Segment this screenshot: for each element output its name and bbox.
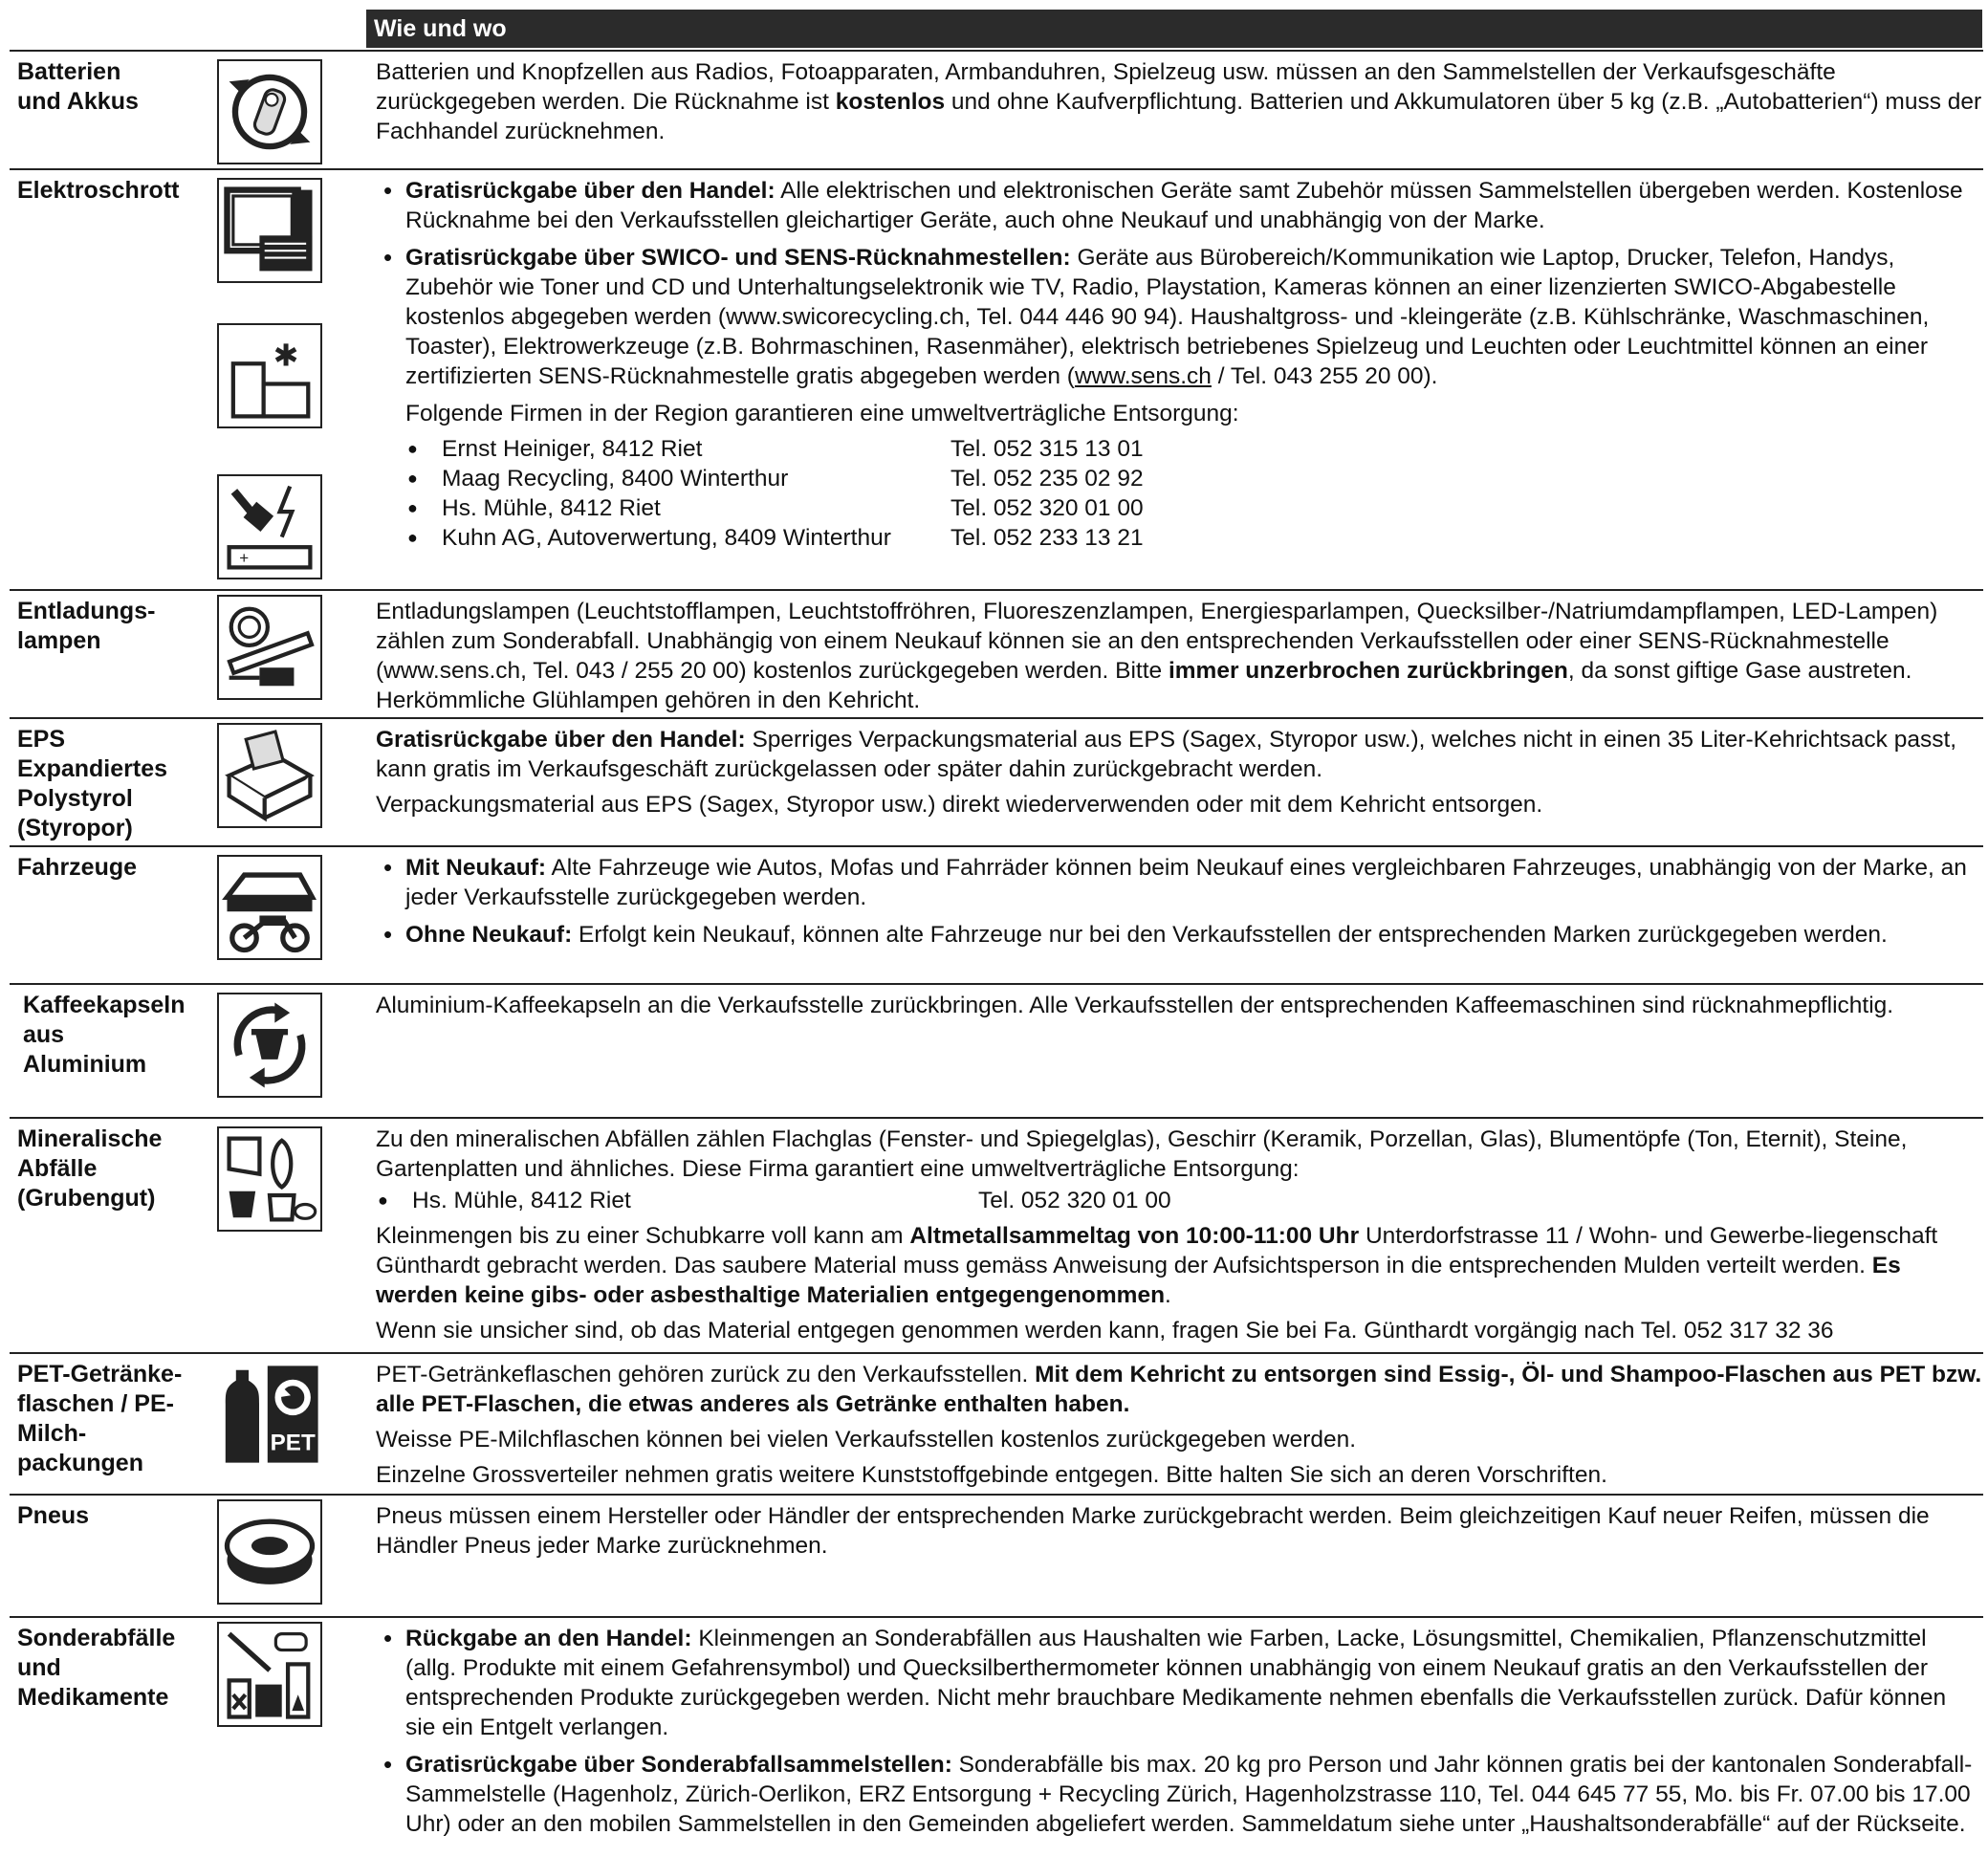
text-segment: Batterien und Knopfzellen aus Radios, Fotoapparaten, Armbanduhren, Spielzeug usw. müssen an den Sammelstellen der Verkaufsgeschäfte zurückgegeben werden. Die Rücknahme ist [376, 59, 1836, 115]
list-item [376, 1624, 1982, 1742]
firms-intro: Folgende Firmen in der Region garantieren eine umweltverträgliche Entsorgung: [405, 401, 1239, 426]
row-label: Fahrzeuge [17, 854, 138, 881]
text-segment: / Tel. 043 255 20 00). [1211, 363, 1438, 389]
firm-name: Maag Recycling, 8400 Winterthur [442, 466, 789, 492]
row-label: Sonderabfälle und Medikamente [17, 1625, 176, 1711]
text-bold: Ohne Neukauf: [405, 922, 573, 948]
hazardous-waste-icon [217, 1622, 322, 1727]
row-batterien [10, 50, 1983, 170]
text-segment: Kleinmengen bis zu einer Schubkarre voll kann am [376, 1223, 910, 1249]
firm-item [405, 523, 1982, 553]
row-label: PET-Getränke- flaschen / PE- Milch- packungen [17, 1361, 183, 1476]
text-segment: und ohne Kaufverpflichtung. Batterien und Akkumulatoren über 5 kg (z.B. „Autobatterien“) muss der Fachhandel zurücknehmen. [376, 89, 1982, 144]
text-segment: Entladungslampen (Leuchtstofflampen, Leuchtstoffröhren, Fluoreszenzlampen, Energiesparlampen, Quecksilber-/Natriumdampflampen, LED-Lampen) zählen zum Sonderabfall. Unabhängig von einem Neukauf können sie an den entsprechenden Verkaufsstellen oder einer SENS-Rücknahmestelle (www.sens.ch, Tel. 043 / 255 20 00) kostenlos zurückgegeben werden. Bitte [376, 599, 1938, 684]
list-item [376, 920, 1982, 950]
row-content [376, 1624, 1982, 1846]
text-segment: Unterdorfstrasse 11 / Wohn- und Gewerbe-liegenschaft Günthardt gebracht werden. Das saubere Material muss gemäss Anweisung der Aufsichtsperson in die entsprechenden Mulden verteilt werden. [376, 1223, 1938, 1278]
row-kaffeekapseln [10, 983, 1983, 1119]
row-label: Entladungs- lampen [17, 598, 156, 654]
tire-icon [217, 1499, 322, 1605]
text-segment: Alle elektrischen und elektronischen Geräte samt Zubehör müssen Sammelstellen übergeben werden. Kostenlose Rücknahme bei den Verkaufsstellen gleichartiger Geräte, auch ohne Neukauf und unabhängig von der Marke. [405, 178, 1963, 233]
text-bold: Gratisrückgabe über Sonderabfallsammelstellen: [405, 1752, 952, 1778]
ceramics-glass-icon [217, 1126, 322, 1232]
text-segment: Sonderabfälle bis max. 20 kg pro Person und Jahr können gratis bei der kantonalen Sonderabfall-Sammelstelle (Hagenholz, Zürich-Oerlikon, ERZ Entsorgung + Recycling Zürich, Hagenholzstrasse 110, Tel. 044 645 77 55, Mo. bis Fr. 07.00 bis 17.00 Uhr) oder an den mobilen Sammelstellen in den Gemeinden abgeliefert werden. Sammeldatum siehe unter „Haushaltsonderabfälle“ auf der Rückseite. [405, 1752, 1973, 1837]
firm-tel: Tel. 052 315 13 01 [950, 436, 1144, 462]
list-item [376, 176, 1982, 235]
packaging-icon [217, 723, 322, 828]
lamp-icon [217, 595, 322, 700]
firm-item [405, 434, 1982, 464]
list-item [376, 853, 1982, 912]
text-bold: Gratisrückgabe über SWICO- und SENS-Rücknahmestellen: [405, 245, 1071, 271]
row-content [376, 1125, 1982, 1351]
plug-tool-icon [217, 474, 322, 579]
text-segment: , da sonst giftige Gase austreten. Herkömmliche Glühlampen gehören in den Kehricht. [376, 658, 1912, 713]
text-segment: . [1165, 1282, 1171, 1308]
svg-text:✱: ✱ [273, 338, 299, 373]
row-fahrzeuge [10, 845, 1983, 985]
bullet-list [376, 176, 1982, 553]
pet-icon-text: PET [270, 1430, 316, 1456]
paragraph: Pneus müssen einem Hersteller oder Händler der entsprechenden Marke zurückgebracht werden. Beim gleichzeitigen Kauf neuer Reifen, müssen die Händler Pneus jeder Marke zurücknehmen. [376, 1503, 1930, 1559]
text-segment: Sperriges Verpackungsmaterial aus EPS (Sagex, Styropor usw.), welches nicht in einen 35 Liter-Kehrichtsack passt, kann gratis im Verkaufsgeschäft zurückgelassen oder später dahin zurückgebracht werden. [376, 727, 1957, 782]
text-bold: immer unzerbrochen zurückbringen [1168, 658, 1568, 684]
row-label: Elektroschrott [17, 177, 180, 204]
row-label: Mineralische Abfälle (Grubengut) [17, 1125, 163, 1212]
text-segment: Alte Fahrzeuge wie Autos, Mofas und Fahrräder können beim Neukauf eines vergleichbaren Fahrzeuges, unabhängig von der Marke, an jeder Verkaufsstelle zurückgegeben werden. [405, 855, 1967, 910]
firm-item [405, 493, 1982, 523]
row-elektroschrott [10, 168, 1983, 591]
row-entladungslampen [10, 589, 1983, 719]
list-item [376, 243, 1982, 553]
paragraph: Verpackungsmaterial aus EPS (Sagex, Styropor usw.) direkt wiederverwenden oder mit dem Kehricht entsorgen. [376, 792, 1543, 818]
firm-item [405, 464, 1982, 493]
firm-tel: Tel. 052 235 02 92 [950, 466, 1144, 492]
paragraph: Einzelne Grossverteiler nehmen gratis weitere Kunststoffgebinde entgegen. Bitte halten Sie sich an deren Vorschriften. [376, 1462, 1607, 1488]
row-content [376, 725, 1982, 825]
text-segment: PET-Getränkeflaschen gehören zurück zu den Verkaufsstellen. [376, 1362, 1036, 1387]
firm-list [405, 434, 1982, 553]
text-bold: kostenlos [835, 89, 946, 115]
list-item [376, 1750, 1982, 1839]
sens-link[interactable]: www.sens.ch [1074, 363, 1212, 389]
firm-name: Kuhn AG, Autoverwertung, 8409 Winterthur [442, 525, 891, 551]
row-label: Batterien und Akkus [17, 58, 139, 115]
row-content [376, 1360, 1982, 1496]
pet-bottle-icon [217, 1362, 322, 1467]
fridge-icon [217, 323, 322, 428]
bullet-list [376, 853, 1982, 950]
row-content [376, 597, 1982, 721]
paragraph: Zu den mineralischen Abfällen zählen Flachglas (Fenster- und Spiegelglas), Geschirr (Keramik, Porzellan, Glas), Blumentöpfe (Ton, Eternit), Steine, Gartenplatten und ähnliches. Diese Firma garantiert eine umweltverträgliche Entsorgung: [376, 1126, 1908, 1182]
text-bold: Mit Neukauf: [405, 855, 546, 881]
row-sonderabfaelle [10, 1616, 1983, 1857]
tv-monitor-icon [217, 178, 322, 283]
bullet-list [376, 1624, 1982, 1839]
firm-tel: Tel. 052 233 13 21 [950, 525, 1144, 551]
table-header: Wie und wo [366, 10, 1982, 48]
text-bold: Gratisrückgabe über den Handel: [405, 178, 776, 204]
firm-name: Ernst Heiniger, 8412 Riet [442, 436, 703, 462]
text-segment: Kleinmengen an Sonderabfällen aus Haushalten wie Farben, Lacke, Lösungsmittel, Chemikalien, Pflanzenschutzmittel (allg. Produkte mit einem Gefahrensymbol) und Quecksilberthermometer können unabhängig von einem Neukauf gratis an den Verkaufsstellen der entsprechenden Produkte zurückgegeben werden. Nicht mehr brauchbare Medikamente nehmen ebenfalls die Verkaufsstellen zurück. Dafür können sie ein Entgelt verlangen. [405, 1626, 1947, 1740]
paragraph: Aluminium-Kaffeekapseln an die Verkaufsstelle zurückbringen. Alle Verkaufsstellen der entsprechenden Kaffeemaschinen sind rücknahmepflichtig. [376, 993, 1894, 1018]
text-bold: Es werden keine gibs- oder asbesthaltige Materialien entgegengenommen [376, 1253, 1901, 1308]
firm-name: Hs. Mühle, 8412 Riet [442, 495, 661, 521]
paragraph: Wenn sie unsicher sind, ob das Material entgegen genommen werden kann, fragen Sie bei Fa. Günthardt vorgängig nach Tel. 052 317 32 36 [376, 1318, 1834, 1344]
row-eps [10, 717, 1983, 847]
coffee-capsule-icon [217, 993, 322, 1098]
row-label: Pneus [17, 1502, 90, 1529]
row-content [376, 57, 1982, 152]
text-bold: Mit dem Kehricht zu entsorgen sind Essig-, Öl- und Shampoo-Flaschen aus PET bzw. alle PET-Flaschen, die etwas anderes als Getränke enthalten haben. [376, 1362, 1982, 1417]
text-segment: Geräte aus Bürobereich/Kommunikation wie Laptop, Drucker, Telefon, Handys, Zubehör wie Toner und CD und Unterhaltungselektronik wie TV, Radio, Playstation, Kameras können an einer lizenzierten SWICO-Abgabestelle kostenlos abgegeben werden (www.swicorecycling.ch, Tel. 044 446 90 94). Haushaltgross- und -kleingeräte (z.B. Kühlschränke, Waschmaschinen, Toaster), Elektrowerkzeuge (z.B. Bohrmaschinen, Rasenmäher), elektrisch betriebenes Spielzeug und Leuchten oder Leuchtmittel können an einer zertifizierten SENS-Rücknahmestelle gratis abgegeben werden ( [405, 245, 1930, 389]
text-segment: Erfolgt kein Neukauf, können alte Fahrzeuge nur bei den Verkaufsstellen der entsprechenden Marken zurückgegeben werden. [572, 922, 1888, 948]
row-content [376, 991, 1982, 1026]
bullet-dot: ● [378, 1191, 388, 1210]
paragraph: Weisse PE-Milchflaschen können bei vielen Verkaufsstellen kostenlos zurückgegeben werden. [376, 1427, 1357, 1453]
battery-recycling-icon [217, 59, 322, 164]
row-label: Kaffeekapseln aus Aluminium [23, 992, 186, 1078]
row-mineralische-abfaelle [10, 1117, 1983, 1354]
text-bold: Rückgabe an den Handel: [405, 1626, 692, 1651]
firm-tel: Tel. 052 320 01 00 [950, 495, 1144, 521]
row-pet [10, 1352, 1983, 1496]
text-bold: Altmetallsammeltag von 10:00-11:00 Uhr [909, 1223, 1360, 1249]
text-bold: Gratisrückgabe über den Handel: [376, 727, 746, 753]
row-content [376, 853, 1982, 957]
row-pneus [10, 1494, 1983, 1618]
row-content [376, 176, 1982, 560]
row-label: EPS Expandiertes Polystyrol (Styropor) [17, 726, 168, 841]
svg-text:+: + [239, 549, 250, 568]
firm-item [376, 1186, 1982, 1215]
firm-tel: Tel. 052 320 01 00 [978, 1188, 1171, 1213]
car-motorbike-icon [217, 855, 322, 960]
firm-name: Hs. Mühle, 8412 Riet [412, 1188, 631, 1213]
row-content [376, 1501, 1982, 1566]
